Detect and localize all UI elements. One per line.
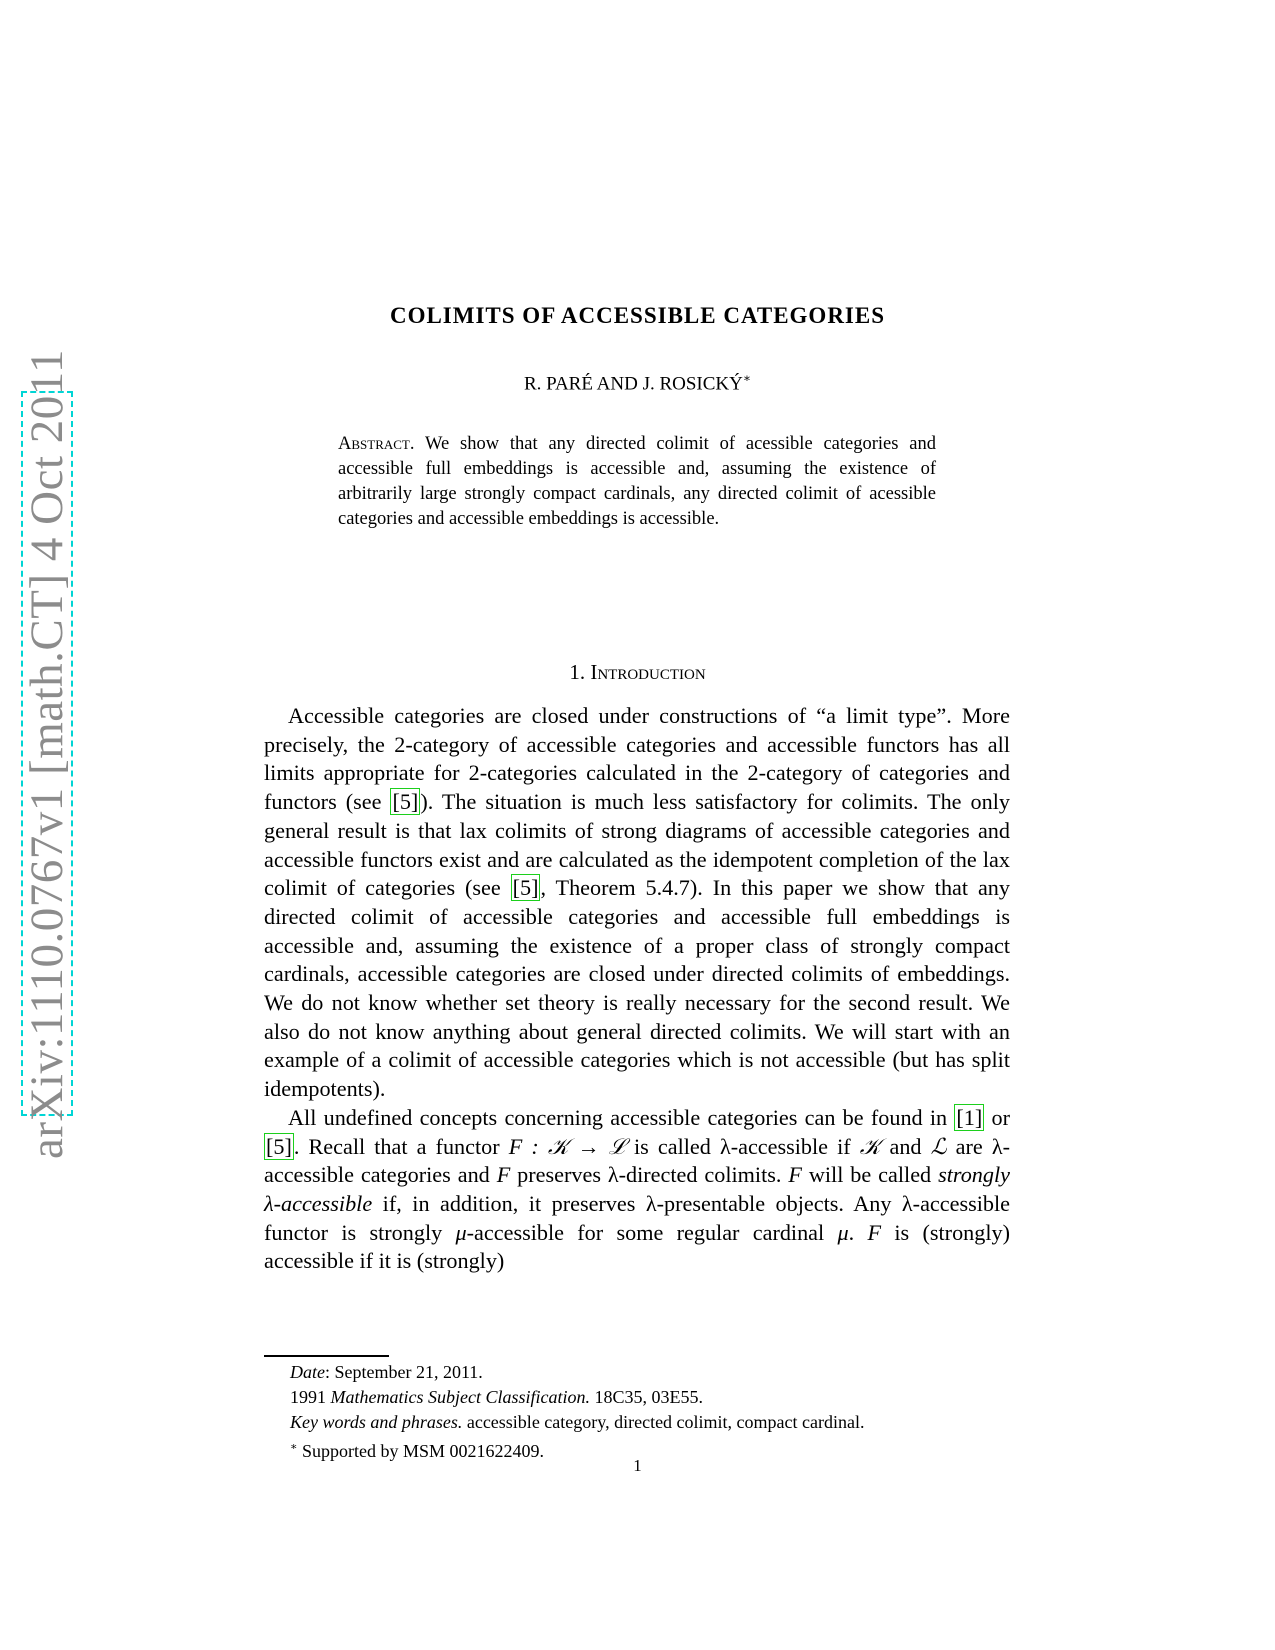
page-number: 1 [633,1456,642,1475]
math-expression: μ [837,1219,849,1245]
text-run: All undefined concepts concerning accessible categories can be found in [288,1104,955,1130]
citation-link[interactable]: [5] [392,789,419,815]
text-run: will be called [801,1162,939,1188]
footnote-keywords [290,1410,1020,1435]
footnote-label: Key words and phrases. [290,1412,463,1432]
section-title: Introduction [590,660,706,684]
paper-title: COLIMITS OF ACCESSIBLE CATEGORIES [389,303,886,328]
footnotes [290,1360,1020,1464]
footnote-value: 18C35, 03E55. [589,1387,703,1407]
footnote-value: accessible category, directed colimit, compact cardinal. [462,1412,865,1432]
abstract-label: Abstract. [338,434,415,454]
text-run: . Recall that a functor [293,1133,509,1159]
footnote-label: Date [290,1362,325,1382]
text-run: and [880,1133,931,1159]
author-footnote-mark: ∗ [742,371,752,385]
footnote-rule [264,1355,389,1357]
math-expression: F [788,1162,802,1188]
text-run: or [984,1104,1010,1130]
citation-link[interactable]: [1] [956,1104,983,1130]
text-run: is called λ-accessible if [624,1133,860,1159]
math-expression: μ [455,1219,467,1245]
text-run: preserves λ-directed colimits. [510,1162,789,1188]
text-run: are λ-accessible categories and [264,1133,1010,1188]
math-expression: F : 𝒦 → ℒ [508,1133,625,1159]
body-text [264,702,1010,1276]
text-run: Accessible categories are closed under constructions of “a limit type”. More precisely, the 2-category of accessible categories and accessible functors has all limits appropriate for 2-categories calculated in the 2-category of categories and functors (see [264,703,1010,815]
math-expression: F [867,1219,882,1245]
author-names: R. PARÉ AND J. ROSICKÝ [523,373,743,395]
section-number: 1. [569,660,586,684]
text-run: -accessible for some regular cardinal [466,1219,838,1245]
footnote-value: Supported by MSM 0021622409. [297,1441,544,1461]
text-run: ). The situation is much less satisfactory for colimits. The only general result is that lax colimits of strong diagrams of accessible categories and accessible functors exist and are calculated as the idempotent completion of the lax colimit of categories (see [264,789,1010,901]
footnote-date [290,1360,1020,1385]
footnote-year: 1991 [290,1387,331,1407]
citation-link[interactable]: [5] [266,1133,292,1159]
footnote-value: : September 21, 2011. [325,1362,483,1382]
text-run: if, in addition, it preserves λ-presentable objects. Any λ-accessible functor is strongly [264,1190,1010,1245]
text-run: , Theorem 5.4.7). In this paper we show that any directed colimit of accessible categories and accessible full embeddings is accessible and, assuming the existence of a proper class of strongly compact cardinals, accessible categories are closed under directed colimits of embeddings. We do not know whether set theory is really necessary for the second result. We also do not know anything about general directed colimits. We will start with an example of a colimit of accessible categories which is not accessible (but has split idempotents). [264,875,1010,1102]
math-expression: ℒ [930,1133,947,1159]
abstract-text: We show that any directed colimit of acessible categories and accessible full embeddings is accessible and, assuming the existence of arbitrarily large strongly compact cardinals, any directed colimit of acessible categories and accessible embeddings is accessible. [338,434,936,529]
section-heading [0,660,1275,685]
abstract [338,432,936,532]
text-run: is (strongly) accessible if it is (strongly) [264,1219,1010,1274]
paragraph-2 [264,1104,1010,1276]
paragraph-1 [264,702,1010,1104]
emphasis: strongly λ-accessible [264,1162,1010,1216]
citation-link[interactable]: [5] [512,875,539,901]
authors [0,371,1275,395]
math-expression: 𝒦 [859,1133,881,1159]
footnote-msc [290,1385,1020,1410]
footnote-label: Mathematics Subject Classification. [330,1387,590,1407]
arxiv-stamp [21,348,73,1159]
text-run: . [848,1219,868,1245]
math-expression: F [496,1162,511,1188]
arxiv-stamp-text: arXiv:1110.0767v1 [math.CT] 4 Oct 2011 [21,348,73,1159]
footnote-mark: ∗ [290,1441,298,1453]
